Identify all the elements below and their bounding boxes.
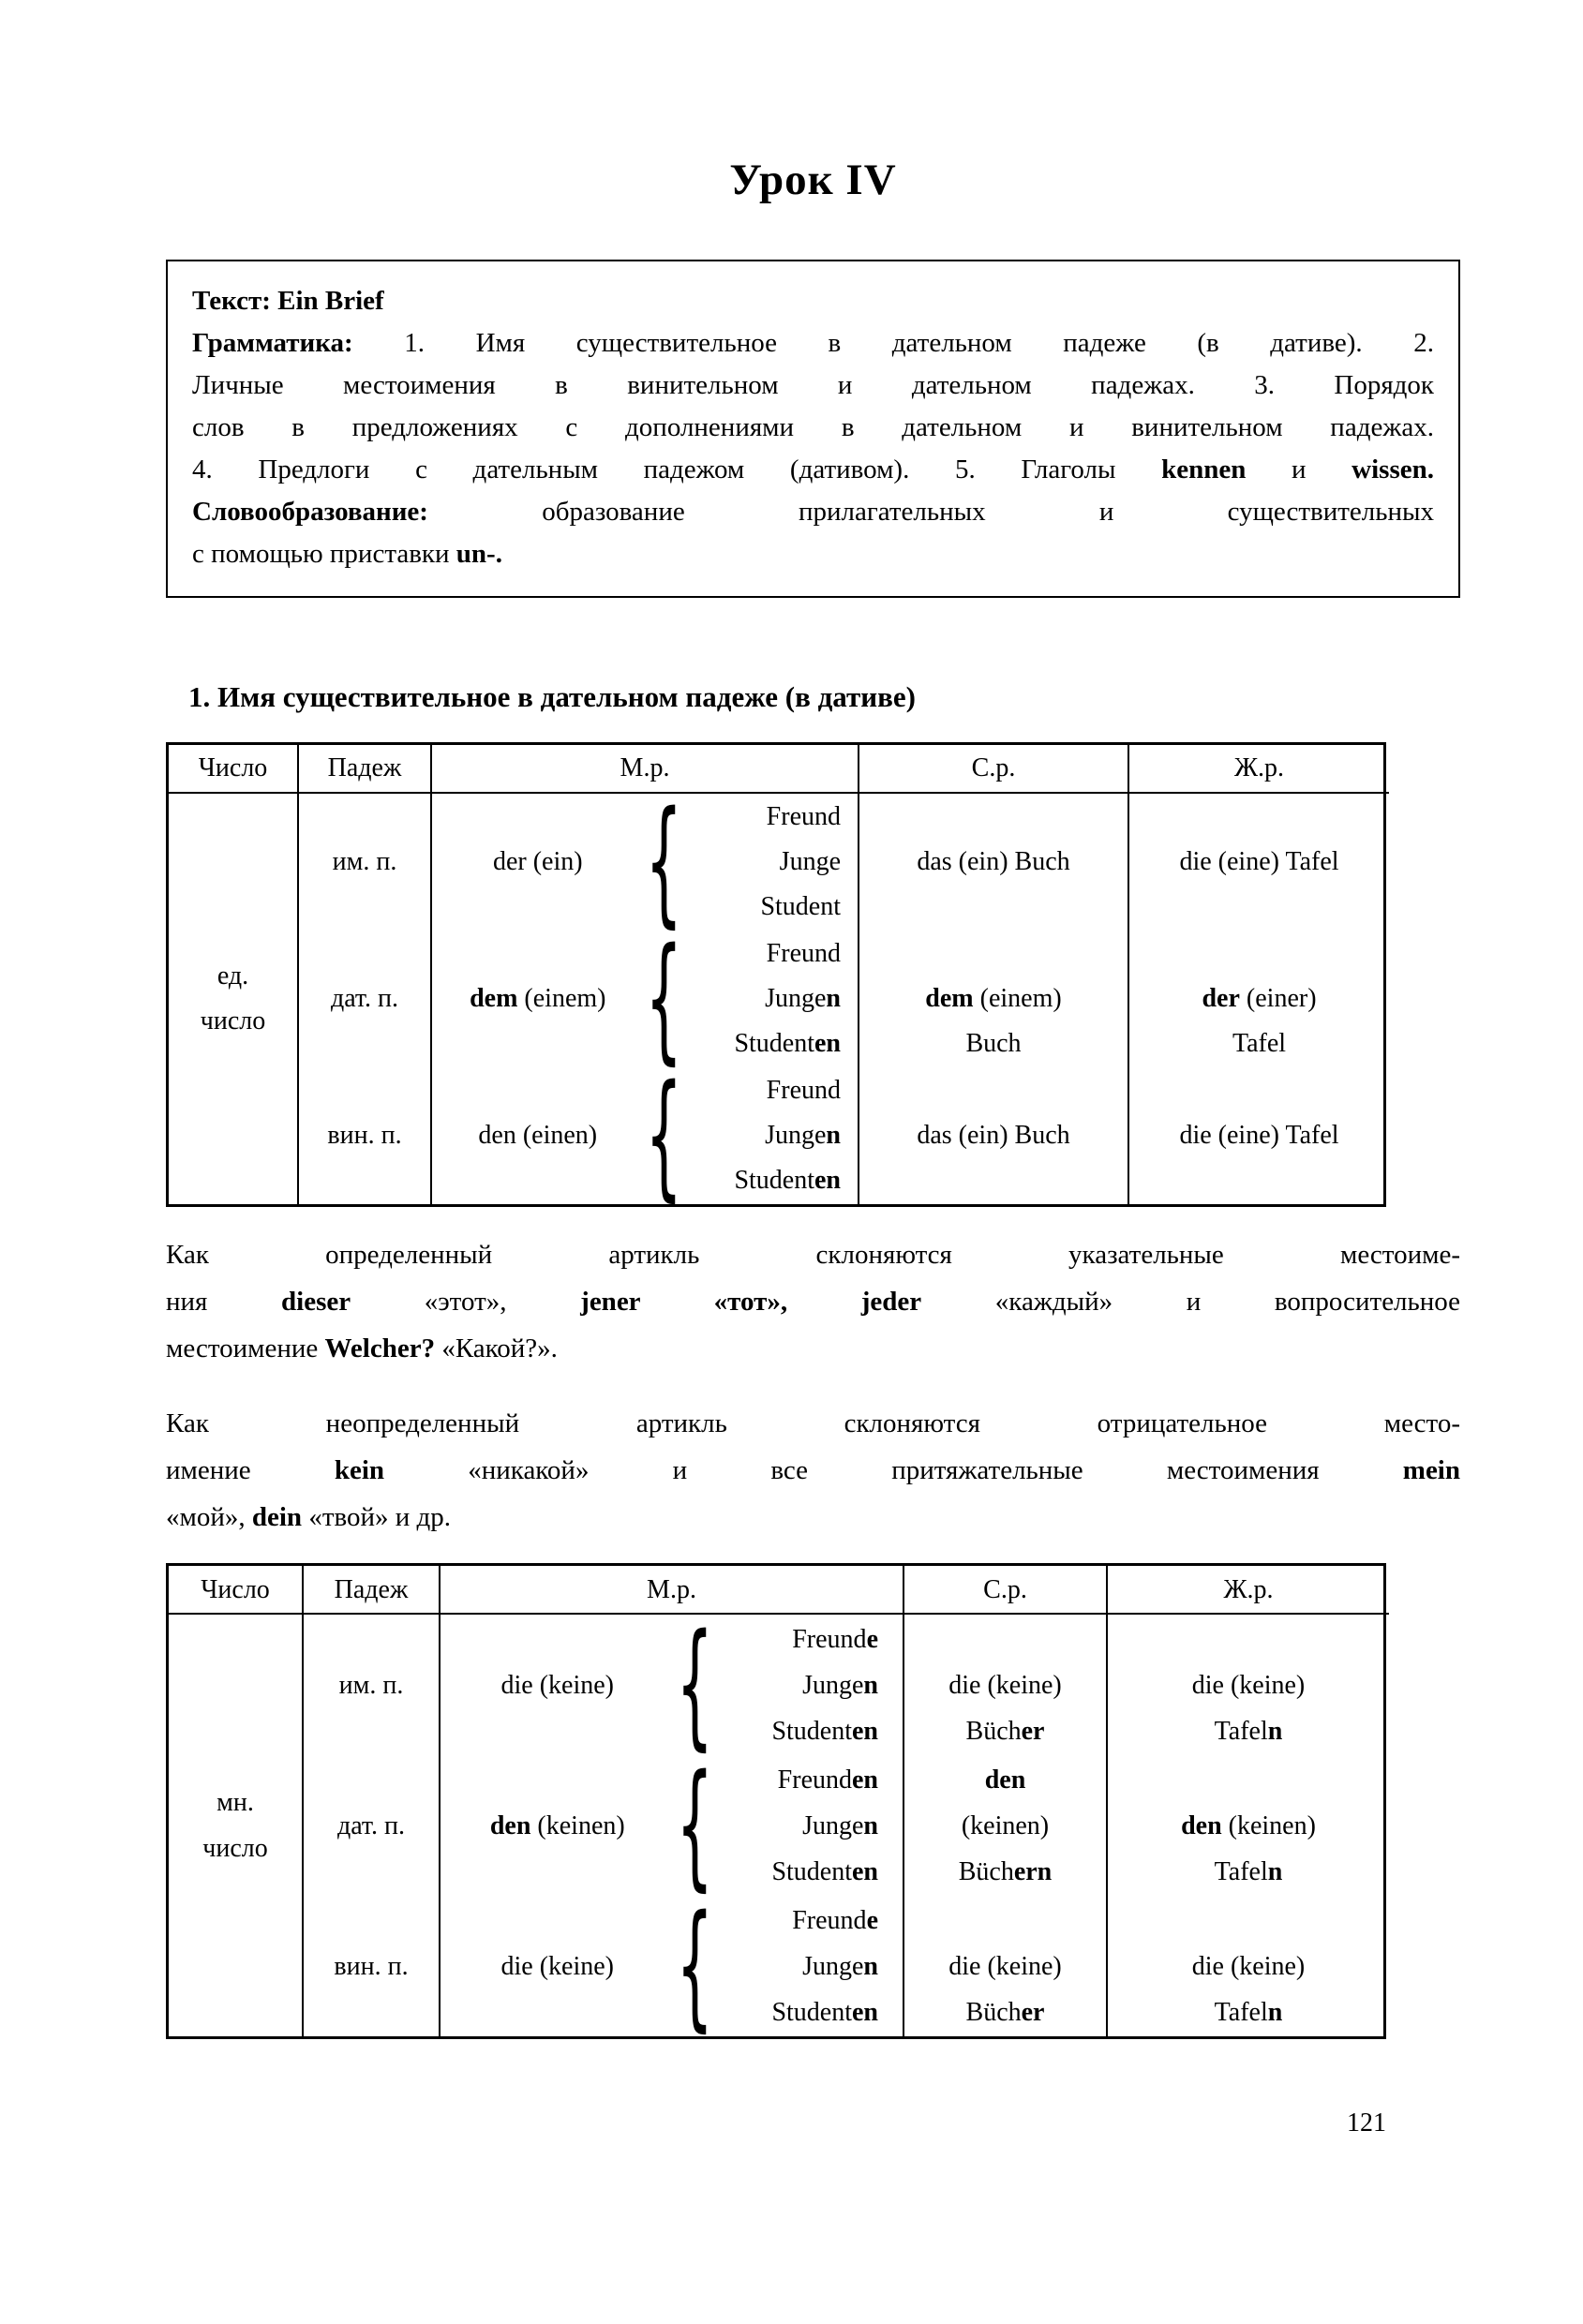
form-line	[1215, 1849, 1283, 1895]
text-segment: die (keine)	[948, 1671, 1062, 1700]
text-line	[192, 407, 1434, 449]
text-segment: e	[866, 1624, 878, 1654]
text-segment: den	[1181, 1811, 1222, 1840]
text-segment: 1. Имя существительное в дательном падеже (в дативе). 2.	[404, 328, 1434, 358]
text-segment: «твой» и др.	[302, 1502, 452, 1532]
text-segment: Словообразование:	[192, 497, 543, 527]
case-label-dative: дат. п.	[299, 931, 432, 1067]
text-segment: er	[1021, 1998, 1045, 2027]
section-heading: 1. Имя существительное в дательном падеже (в дативе)	[188, 680, 916, 713]
text-segment: Junge	[765, 984, 827, 1013]
text-segment: Welcher?	[324, 1333, 436, 1363]
text-segment: das (ein) Buch	[917, 1121, 1070, 1150]
col-header-neuter: С.р.	[904, 1566, 1108, 1615]
noun-line	[778, 1757, 878, 1803]
text-segment: kein	[334, 1455, 385, 1485]
text-segment: Freund	[792, 1905, 867, 1935]
number-label-line: число	[200, 1006, 266, 1035]
text-segment: Tafel	[1214, 1857, 1268, 1886]
text-segment: 4. Предлоги с дательным падежом (дативом). 5. Глаголы	[192, 454, 1162, 484]
feminine-cell-dative	[1129, 931, 1389, 1067]
text-segment: (keinen)	[1221, 1811, 1316, 1840]
text-segment: den (einen)	[478, 1121, 598, 1150]
neuter-cell-accusative	[859, 1067, 1129, 1204]
text-segment: (einer)	[1239, 984, 1317, 1013]
noun-line	[760, 885, 841, 930]
text-segment: Tafel	[1214, 1998, 1268, 2027]
brace-glyph: {	[645, 1054, 682, 1215]
text-segment: Junge	[802, 1951, 864, 1981]
text-segment: n	[1267, 1717, 1283, 1746]
text-segment: «мой»,	[166, 1502, 252, 1532]
text-segment: «каждый» и вопросительное	[921, 1287, 1461, 1317]
text-segment: dem	[470, 984, 518, 1013]
text-segment: die (keine)	[500, 1670, 615, 1700]
text-segment: с помощью приставки	[192, 539, 456, 569]
text-line	[192, 322, 1434, 365]
declension-table-singular	[166, 742, 1386, 1215]
masculine-article	[432, 976, 644, 1021]
noun-line	[802, 1944, 878, 1989]
text-segment: Student	[771, 1997, 852, 2027]
page-content	[166, 155, 1461, 2046]
text-segment: Freund	[766, 802, 841, 831]
text-segment: и	[1246, 454, 1352, 484]
form-line	[948, 1944, 1062, 1989]
text-line	[192, 491, 1434, 533]
text-segment: en	[852, 1716, 878, 1746]
noun-line	[802, 1662, 878, 1708]
form-line	[1215, 1708, 1283, 1754]
text-segment: Student	[734, 1166, 814, 1195]
text-segment: kennen	[1161, 454, 1247, 484]
text-segment: Student	[771, 1856, 852, 1886]
form-line	[985, 1757, 1026, 1803]
text-segment: der (ein)	[492, 847, 583, 876]
noun-line	[767, 1068, 841, 1113]
page-number: 121	[1347, 2108, 1386, 2138]
feminine-cell-nominative	[1129, 794, 1389, 931]
number-label-line: мн.	[217, 1788, 254, 1817]
text-line	[166, 1494, 1460, 1541]
text-segment: n	[863, 1810, 878, 1840]
col-header-case: Падеж	[299, 745, 432, 794]
text-segment: ern	[1013, 1856, 1053, 1886]
noun-line	[792, 1616, 878, 1662]
text-segment: n	[863, 1670, 878, 1700]
noun-line	[792, 1898, 878, 1944]
text-segment: Freund	[766, 1076, 841, 1105]
masculine-cell-nominative	[441, 1603, 904, 1765]
text-segment: die (eine) Tafel	[1179, 847, 1339, 876]
text-segment: Junge	[765, 1121, 827, 1150]
col-header-masculine: М.р.	[441, 1566, 904, 1615]
text-segment: n	[826, 1121, 841, 1150]
text-segment: wissen.	[1352, 454, 1434, 484]
text-segment: die (keine)	[1191, 1671, 1306, 1700]
text-segment: Student	[734, 1029, 814, 1058]
form-line	[948, 1662, 1062, 1708]
masculine-cell-nominative	[432, 781, 859, 942]
noun-line	[780, 840, 841, 885]
form-line	[1192, 1662, 1306, 1708]
text-segment: образование прилагательных и существительных	[542, 497, 1435, 527]
text-segment: die (keine)	[500, 1951, 615, 1981]
text-segment: dem	[925, 984, 974, 1013]
brace-glyph: {	[645, 917, 682, 1079]
noun-line	[765, 976, 841, 1021]
masculine-cell-accusative	[441, 1885, 904, 2046]
col-header-neuter: С.р.	[859, 745, 1129, 794]
text-segment: dieser	[281, 1287, 351, 1317]
text-line	[192, 365, 1434, 407]
noun-line	[767, 931, 841, 976]
noun-line	[765, 1113, 841, 1158]
text-segment: Büch	[965, 1998, 1022, 2027]
text-segment: un-.	[455, 539, 502, 569]
text-segment: Student	[771, 1716, 852, 1746]
text-segment: Freund	[766, 939, 841, 968]
text-segment: Büch	[958, 1856, 1014, 1886]
text-segment: Junge	[802, 1810, 864, 1840]
text-segment: Freund	[777, 1765, 852, 1795]
text-segment: dein	[251, 1502, 303, 1532]
text-segment: mein	[1402, 1455, 1460, 1485]
form-line	[1181, 1803, 1316, 1849]
text-segment: слов в предложениях с дополнениями в дательном и винительном падежах.	[192, 412, 1434, 442]
number-label-line: ед.	[217, 961, 249, 991]
masculine-article	[432, 1113, 644, 1158]
brace-glyph: {	[676, 1603, 713, 1765]
masculine-nouns	[715, 1616, 903, 1754]
col-header-number: Число	[169, 745, 299, 794]
neuter-cell-nominative	[904, 1615, 1108, 1755]
masculine-article	[441, 1803, 675, 1849]
text-segment: (einem)	[973, 984, 1062, 1013]
neuter-cell-dative	[904, 1755, 1108, 1896]
text-segment: er	[1021, 1717, 1045, 1746]
text-segment: Грамматика:	[192, 328, 405, 358]
col-header-case: Падеж	[304, 1566, 441, 1615]
masculine-nouns	[684, 931, 858, 1066]
masculine-nouns	[715, 1757, 903, 1895]
masculine-article	[441, 1662, 675, 1708]
text-segment: den	[984, 1765, 1026, 1795]
text-line	[166, 1400, 1460, 1447]
number-label-singular	[169, 794, 299, 1204]
text-segment: «этот»,	[351, 1287, 581, 1317]
text-segment: Tafel	[1232, 1029, 1287, 1058]
masculine-cell-accusative	[432, 1054, 859, 1215]
noun-line	[771, 1989, 878, 2035]
text-segment: en	[814, 1166, 841, 1195]
text-segment: Buch	[965, 1029, 1022, 1058]
case-label-nominative: им. п.	[304, 1615, 441, 1755]
text-segment: Junge	[779, 847, 841, 876]
text-segment: (keinen)	[961, 1810, 1050, 1840]
text-segment: die (eine) Tafel	[1179, 1121, 1339, 1150]
text-line	[166, 1278, 1460, 1325]
neuter-cell-accusative	[904, 1896, 1108, 2036]
col-header-number: Число	[169, 1566, 304, 1615]
text-line	[166, 1447, 1460, 1494]
text-segment: die (keine)	[948, 1952, 1062, 1981]
feminine-cell-accusative	[1108, 1896, 1389, 2036]
paragraph-indefinite-article	[166, 1400, 1460, 1541]
paragraph-definite-article	[166, 1231, 1460, 1372]
noun-line	[767, 795, 841, 840]
text-segment: jener «тот», jeder	[580, 1287, 922, 1317]
number-label-plural	[169, 1615, 304, 2036]
text-segment: Junge	[802, 1670, 864, 1700]
text-segment: n	[863, 1951, 878, 1981]
text-segment: den	[489, 1810, 531, 1840]
neuter-cell-nominative	[859, 794, 1129, 931]
text-segment: en	[814, 1029, 841, 1058]
masculine-nouns	[715, 1898, 903, 2035]
text-segment: Как определенный артикль склоняются указательные местоиме-	[166, 1240, 1460, 1270]
text-segment: en	[852, 1997, 878, 2027]
masculine-nouns	[684, 1068, 858, 1203]
case-label-nominative: им. п.	[299, 794, 432, 931]
noun-line	[734, 1158, 841, 1203]
text-segment: n	[1267, 1998, 1283, 2027]
form-line	[966, 1989, 1045, 2035]
text-line	[192, 449, 1434, 491]
form-line	[1232, 1021, 1286, 1066]
text-segment: Как неопределенный артикль склоняются отрицательное место-	[166, 1408, 1460, 1438]
text-segment: Tafel	[1214, 1717, 1268, 1746]
text-segment: n	[1267, 1857, 1283, 1886]
form-line	[925, 976, 1061, 1021]
text-segment: Текст: Ein Brief	[192, 286, 384, 316]
form-line	[1179, 1113, 1338, 1158]
text-segment: Freund	[792, 1624, 867, 1654]
text-segment: en	[852, 1856, 878, 1886]
masculine-cell-dative	[441, 1744, 904, 1905]
text-line	[166, 1231, 1460, 1278]
lesson-title: Урок IV	[729, 156, 897, 204]
text-segment: «никакой» и все притяжательные местоимения	[384, 1455, 1403, 1485]
text-line	[166, 1325, 1460, 1372]
text-segment: Student	[760, 892, 841, 921]
col-header-feminine: Ж.р.	[1129, 745, 1389, 794]
noun-line	[734, 1021, 841, 1066]
text-segment: ния	[166, 1287, 282, 1317]
form-line	[1192, 1944, 1306, 1989]
masculine-cell-dative	[432, 917, 859, 1079]
case-label-accusative: вин. п.	[304, 1896, 441, 2036]
brace-glyph: {	[676, 1744, 713, 1905]
form-line	[959, 1849, 1053, 1895]
text-segment: (einem)	[517, 984, 606, 1013]
col-header-masculine: М.р.	[432, 745, 859, 794]
masculine-article	[441, 1944, 675, 1989]
declension-table-plural	[166, 1563, 1386, 2046]
neuter-cell-dative	[859, 931, 1129, 1067]
feminine-cell-nominative	[1108, 1615, 1389, 1755]
text-segment: Büch	[965, 1717, 1022, 1746]
feminine-cell-dative	[1108, 1755, 1389, 1896]
text-segment: e	[866, 1905, 878, 1935]
masculine-article	[432, 840, 644, 885]
text-segment: местоимение	[166, 1333, 325, 1363]
case-label-dative: дат. п.	[304, 1755, 441, 1896]
text-line	[192, 280, 1434, 322]
text-segment: das (ein) Buch	[917, 847, 1070, 876]
form-line	[1202, 976, 1316, 1021]
text-segment: die (keine)	[1191, 1952, 1306, 1981]
text-segment: «Какой?».	[435, 1333, 558, 1363]
text-segment: n	[826, 984, 841, 1013]
noun-line	[802, 1803, 878, 1849]
text-line	[192, 533, 1434, 575]
form-line	[917, 1113, 1069, 1158]
brace-glyph: {	[676, 1885, 713, 2046]
noun-line	[771, 1708, 878, 1754]
col-header-feminine: Ж.р.	[1108, 1566, 1389, 1615]
number-label-line: число	[202, 1834, 268, 1863]
masculine-nouns	[684, 795, 858, 930]
form-line	[1179, 840, 1338, 885]
case-label-accusative: вин. п.	[299, 1067, 432, 1204]
form-line	[1215, 1989, 1283, 2035]
text-segment: (keinen)	[530, 1810, 625, 1840]
form-line	[965, 1021, 1021, 1066]
form-line	[917, 840, 1069, 885]
noun-line	[771, 1849, 878, 1895]
form-line	[966, 1708, 1045, 1754]
text-segment: der	[1202, 984, 1240, 1013]
brace-glyph: {	[645, 781, 682, 942]
feminine-cell-accusative	[1129, 1067, 1389, 1204]
text-segment: Личные местоимения в винительном и дательном падежах. 3. Порядок	[192, 370, 1434, 400]
form-line	[962, 1803, 1049, 1849]
text-segment: en	[852, 1765, 878, 1795]
text-segment: имение	[166, 1455, 335, 1485]
grammar-summary-box	[166, 260, 1460, 598]
